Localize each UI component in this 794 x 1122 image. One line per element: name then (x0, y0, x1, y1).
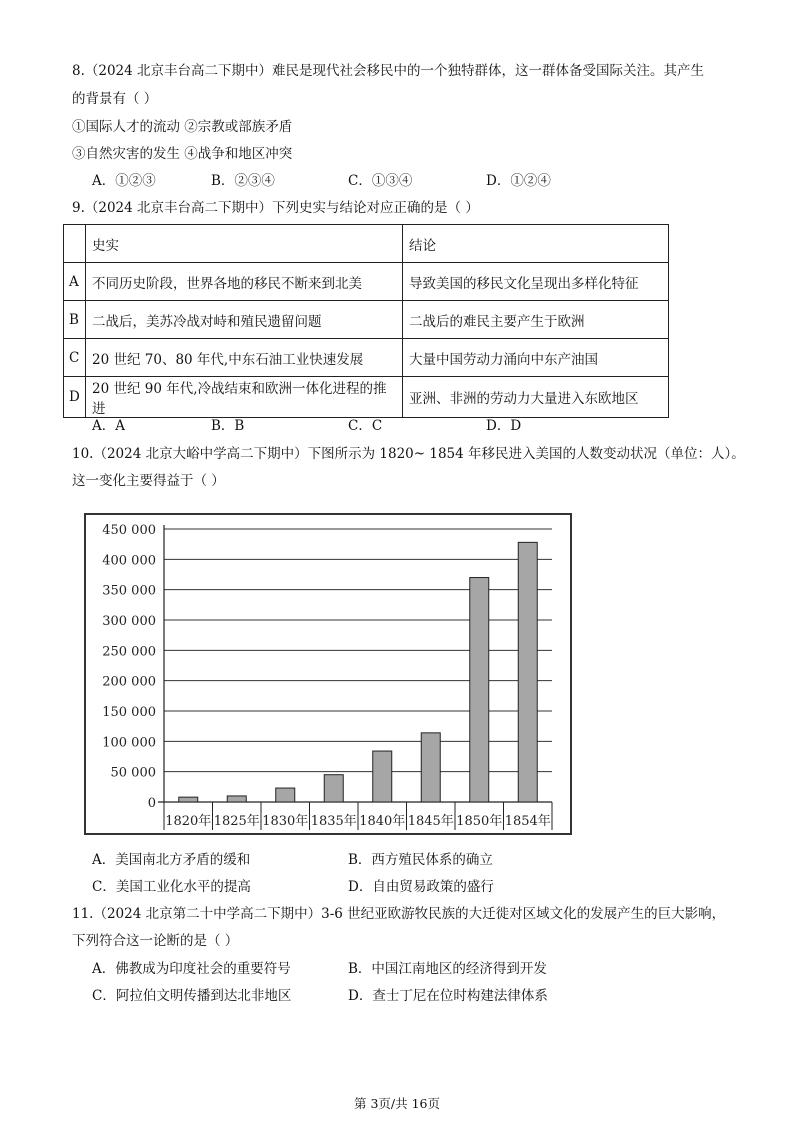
table-row (64, 377, 669, 418)
bar (470, 578, 489, 802)
y-tick-label: 100 000 (102, 735, 156, 751)
x-tick-label: 1845年 (407, 814, 454, 829)
y-tick-label: 0 (147, 796, 156, 811)
q10-stem-line1: 10.（2024 北京大峪中学高二下期中）下图所示为 1820~ 1854 年移民进入美国的人数变动状况（单位：人）。 (72, 446, 745, 462)
q9-option-a[interactable]: A．A (92, 418, 125, 434)
y-tick-label: 450 000 (102, 523, 156, 538)
row-fact: 不同历史阶段，世界各地的移民不断来到北美 (86, 263, 403, 301)
q8-items-line2: ③自然灾害的发生 ④战争和地区冲突 (72, 146, 293, 162)
q11-stem-line1: 11.（2024 北京第二十中学高二下期中）3-6 世纪亚欧游牧民族的大迁徙对区域文化的发展产生的巨大影响， (72, 906, 726, 922)
row-fact: 20 世纪 70、80 年代,中东石油工业快速发展 (86, 339, 403, 377)
x-tick-label: 1825年 (213, 814, 260, 829)
q11-option-b[interactable]: B．中国江南地区的经济得到开发 (348, 961, 547, 977)
row-key: B (64, 301, 86, 339)
y-tick-label: 350 000 (102, 583, 156, 599)
q11-option-c[interactable]: C．阿拉伯文明传播到达北非地区 (92, 988, 292, 1004)
q8-stem-line1: 8.（2024 北京丰台高二下期中）难民是现代社会移民中的一个独特群体，这一群体备受国际关注。其产生 (72, 63, 705, 79)
q9-option-b[interactable]: B．B (211, 418, 245, 434)
row-key: C (64, 339, 86, 377)
y-tick-label: 300 000 (102, 614, 156, 629)
q11-option-d[interactable]: D．查士丁尼在位时构建法律体系 (348, 988, 548, 1004)
row-fact: 二战后，美苏冷战对峙和殖民遗留问题 (86, 301, 403, 339)
q10-option-d[interactable]: D．自由贸易政策的盛行 (348, 879, 494, 895)
q8-option-d[interactable]: D．①②④ (486, 173, 551, 189)
x-tick-label: 1835年 (310, 814, 357, 829)
bar (227, 796, 246, 802)
row-conclusion: 大量中国劳动力涌向中东产油国 (403, 339, 669, 377)
q10-option-c[interactable]: C．美国工业化水平的提高 (92, 879, 251, 895)
x-tick-label: 1850年 (456, 814, 503, 829)
row-conclusion: 导致美国的移民文化呈现出多样化特征 (403, 263, 669, 301)
table-row (64, 339, 669, 377)
table-cell (64, 225, 86, 263)
row-fact: 20 世纪 90 年代,冷战结束和欧洲一体化进程的推进 (86, 377, 403, 418)
q8-items-line1: ①国际人才的流动 ②宗教或部族矛盾 (72, 119, 293, 135)
bar (179, 797, 198, 802)
table-header-fact: 史实 (86, 225, 403, 263)
q9-option-d[interactable]: D．D (486, 418, 522, 434)
q8-option-a[interactable]: A．①②③ (92, 173, 156, 189)
table-row (64, 263, 669, 301)
q10-option-a[interactable]: A．美国南北方矛盾的缓和 (92, 852, 251, 868)
chart-svg (86, 515, 570, 833)
table-header-conclusion: 结论 (403, 225, 669, 263)
row-key: A (64, 263, 86, 301)
q10-stem-line2: 这一变化主要得益于（ ） (72, 473, 225, 489)
row-key: D (64, 377, 86, 418)
x-tick-label: 1830年 (262, 814, 309, 829)
q8-option-c[interactable]: C．①③④ (348, 173, 413, 189)
bar (324, 775, 343, 802)
bar (421, 733, 440, 802)
y-tick-label: 200 000 (102, 674, 156, 690)
row-conclusion: 二战后的难民主要产生于欧洲 (403, 301, 669, 339)
q8-option-b[interactable]: B．②③④ (211, 173, 275, 189)
x-tick-label: 1840年 (359, 814, 406, 829)
q9-option-c[interactable]: C．C (348, 418, 383, 434)
q8-stem-line2: 的背景有（ ） (72, 91, 158, 107)
q11-stem-line2: 下列符合这一论断的是（ ） (72, 933, 239, 949)
y-tick-label: 50 000 (110, 765, 156, 781)
q10-option-b[interactable]: B．西方殖民体系的确立 (348, 852, 493, 868)
q11-option-a[interactable]: A．佛教成为印度社会的重要符号 (92, 961, 291, 977)
table-header-row (64, 225, 669, 263)
immigration-bar-chart (84, 513, 572, 835)
bar (276, 788, 295, 802)
q9-stem: 9.（2024 北京丰台高二下期中）下列史实与结论对应正确的是（ ） (72, 200, 479, 216)
bar (373, 751, 392, 802)
table-row (64, 301, 669, 339)
bar (518, 542, 537, 802)
y-tick-label: 250 000 (102, 644, 156, 660)
q9-table (63, 224, 669, 418)
y-tick-label: 400 000 (102, 553, 156, 569)
row-conclusion: 亚洲、非洲的劳动力大量进入东欧地区 (403, 377, 669, 418)
x-tick-label: 1820年 (165, 814, 212, 829)
y-tick-label: 150 000 (102, 705, 156, 720)
page-footer: 第 3页/共 16页 (353, 1096, 441, 1111)
x-tick-label: 1854年 (504, 814, 551, 829)
